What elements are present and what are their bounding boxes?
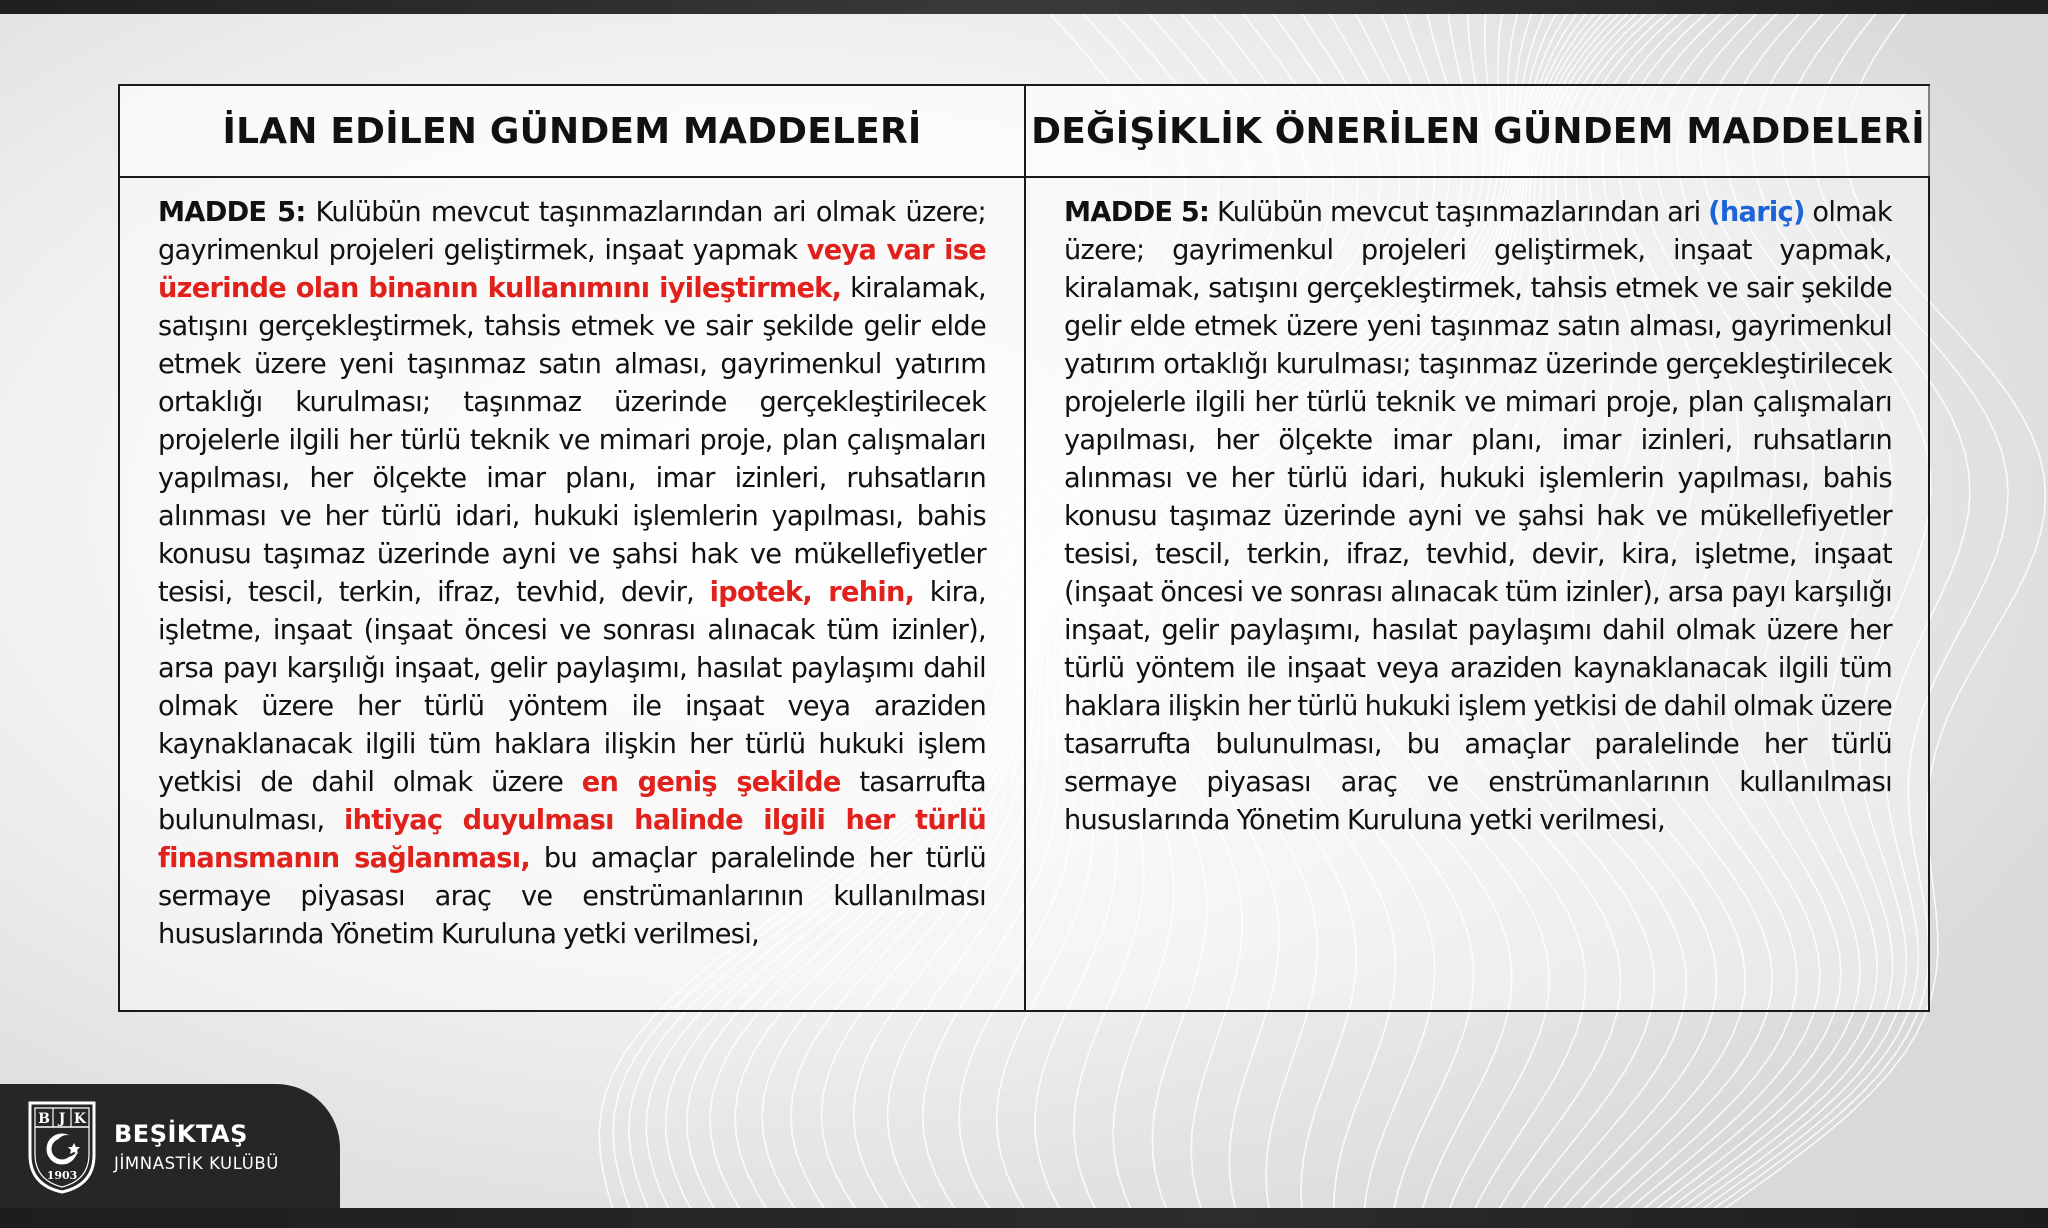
- article-text-segment: olmak üzere; gayrimenkul projeleri geliştirmek, inşaat yapmak, kiralamak, satışını gerçekleştirmek, tahsis etmek ve sair şekilde gelir elde etmek üzere yeni taşınmaz satın alması, gayrimenkul yatırım ortaklığı kurulması; taşınmaz üzerinde gerçekleştirilecek projelerle ilgili her türlü teknik ve mimari proje, plan çalışmaları yapılması, her ölçekte imar planı, imar izinleri, ruhsatların alınması ve her türlü idari, hukuki işlemlerin yapılması, bahis konusu taşımaz üzerinde ayni ve şahsi hak ve mükellefiyetler tesisi, tescil, terkin, ifraz, tevhid, devir, kira, işletme, inşaat (inşaat öncesi ve sonrası alınacak tüm izinler), arsa payı karşılığı inşaat, gelir paylaşımı, hasılat paylaşımı dahil olmak üzere her türlü yöntem ile inşaat veya araziden kaynaklanacak ilgili tüm haklara ilişkin her türlü hukuki işlem yetkisi de dahil olmak üzere tasarrufta bulunulması, bu amaçlar paralelinde her türlü sermaye piyasası araç ve enstrümanlarının kullanılması hususlarında Yönetim Kuruluna yetki verilmesi,: [1064, 197, 1892, 836]
- comparison-table: [118, 84, 1930, 1012]
- removed-text-highlight: veya var ise üzerinde olan binanın kullanımını iyileştirmek,: [158, 235, 986, 304]
- article-label: MADDE 5:: [1064, 197, 1210, 228]
- removed-text-highlight: en geniş şekilde: [581, 767, 841, 798]
- removed-text-highlight: ipotek, rehin,: [709, 577, 915, 608]
- club-logo-badge: [0, 1084, 340, 1208]
- announced-article-text: [158, 194, 986, 954]
- article-text-segment: Kulübün mevcut taşınmazlarından ari: [1216, 197, 1701, 228]
- club-name-block: [114, 1120, 279, 1173]
- bottom-bar: [0, 1208, 2048, 1228]
- proposed-article-cell: [1026, 178, 1930, 1010]
- article-text-segment: Kulübün mevcut taşınmazlarından ari olmak üzere; gayrimenkul projeleri geliştirmek, inşaat yapmak: [158, 197, 986, 266]
- crest-letter-b: B: [38, 1111, 50, 1127]
- announced-article-cell: [120, 178, 1026, 1010]
- removed-text-highlight: ihtiyaç duyulması halinde ilgili her türlü finansmanın sağlanması,: [158, 805, 986, 874]
- crest-letter-j: J: [58, 1111, 66, 1127]
- club-name: BEŞİKTAŞ: [114, 1119, 248, 1148]
- crest-letter-k: K: [73, 1111, 87, 1127]
- top-bar: [0, 0, 2048, 14]
- right-column-title: DEĞİŞİKLİK ÖNERİLEN GÜNDEM MADDELERİ: [1026, 86, 1930, 178]
- article-text-segment: bu amaçlar paralelinde her türlü sermaye piyasası araç ve enstrümanlarının kullanılması hususlarında Yönetim Kuruluna yetki verilmesi,: [158, 843, 986, 950]
- article-text-segment: tasarrufta bulunulması,: [158, 767, 986, 836]
- article-text-segment: kiralamak, satışını gerçekleştirmek, tahsis etmek ve sair şekilde gelir elde etmek üzere yeni taşınmaz satın alması, gayrimenkul yatırım ortaklığı kurulması; taşınmaz üzerinde gerçekleştirilecek projelerle ilgili her türlü teknik ve mimari proje, plan çalışmaları yapılması, her ölçekte imar planı, imar izinleri, ruhsatların alınması ve her türlü idari, hukuki işlemlerin yapılması, bahis konusu taşımaz üzerinde ayni ve şahsi hak ve mükellefiyetler tesisi, tescil, terkin, ifraz, tevhid, devir,: [158, 273, 986, 608]
- article-label: MADDE 5:: [158, 197, 306, 228]
- proposed-article-text: [1064, 194, 1892, 840]
- left-column-title: İLAN EDİLEN GÜNDEM MADDELERİ: [120, 86, 1026, 178]
- added-text-highlight: (hariç): [1708, 197, 1805, 228]
- bjk-crest-icon: [24, 1097, 100, 1195]
- crest-year: 1903: [46, 1169, 78, 1182]
- club-subtitle: JİMNASTİK KULÜBÜ: [114, 1153, 279, 1173]
- article-text-segment: kira, işletme, inşaat (inşaat öncesi ve sonrası alınacak tüm izinler), arsa payı karşılığı inşaat, gelir paylaşımı, hasılat paylaşımı dahil olmak üzere her türlü yöntem ile inşaat veya araziden kaynaklanacak ilgili tüm haklara ilişkin her türlü hukuki işlem yetkisi de dahil olmak üzere: [158, 577, 986, 798]
